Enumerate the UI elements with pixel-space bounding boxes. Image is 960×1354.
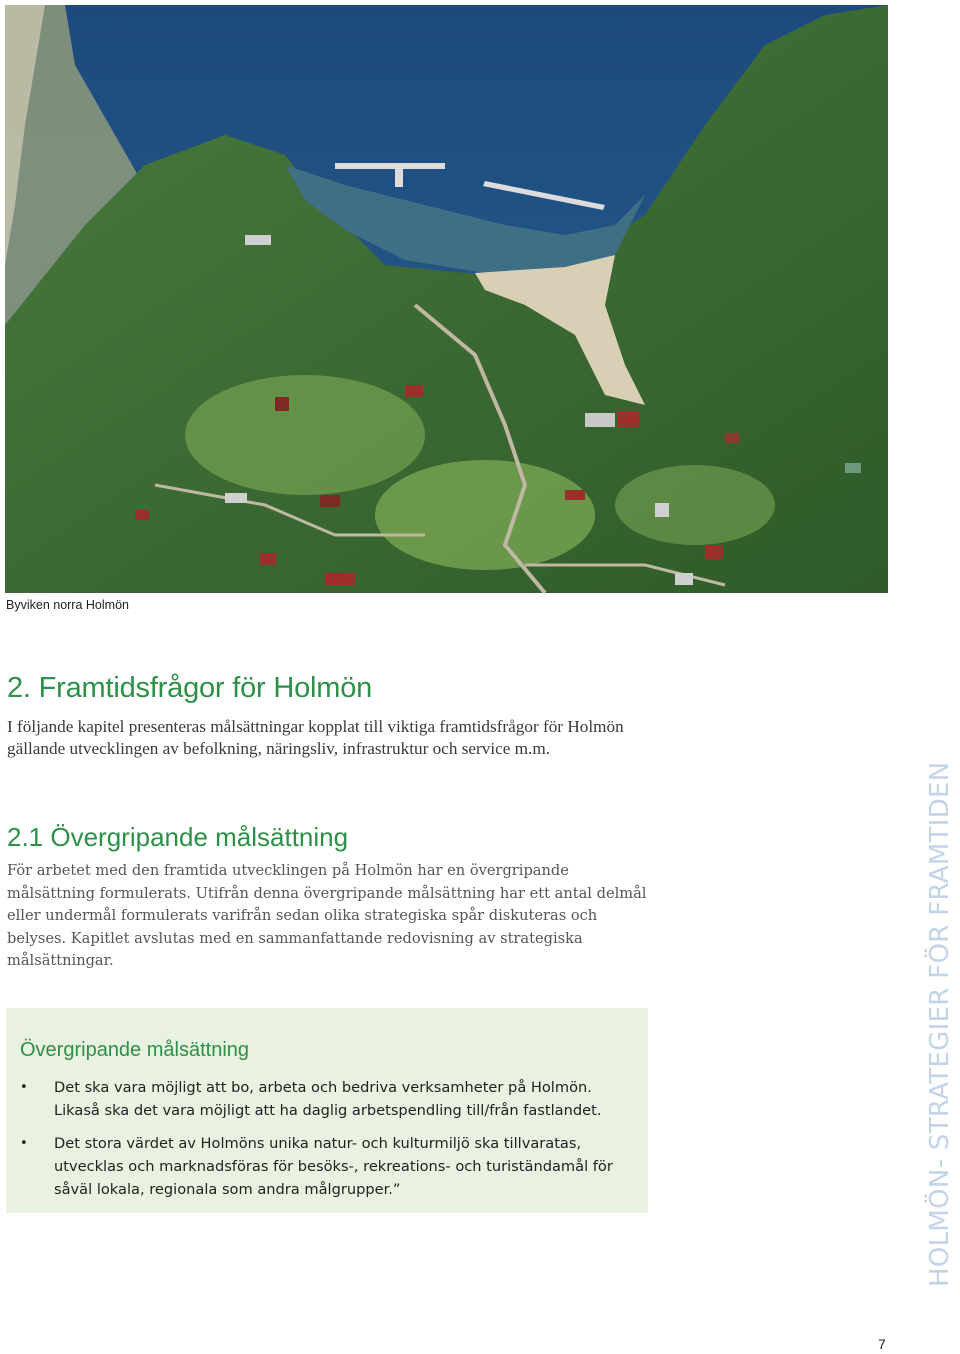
vertical-running-title: HOLMÖN- STRATEGIER FÖR FRAMTIDEN xyxy=(925,761,955,1287)
callout-bullet-item xyxy=(20,1076,640,1122)
subsection-body: För arbetet med den framtida utvecklingen på Holmön har en övergripande målsättning formulerats. Utifrån denna övergripande målsättning har ett antal delmål eller undermål formulerats varifrån sedan olika strategiska spår diskuteras och belyses. Kapitlet avslutas med en sammanfattande redovisning av strategiska målsättningar. xyxy=(7,862,647,970)
bullet-icon: • xyxy=(20,1136,28,1151)
callout-title: Övergripande målsättning xyxy=(20,1039,250,1061)
callout-bullet-list xyxy=(20,1076,640,1211)
goal-callout-box xyxy=(6,1008,648,1213)
subsection-title: 2.1 Övergripande målsättning xyxy=(7,822,349,852)
photo-caption: Byviken norra Holmön xyxy=(6,598,129,612)
callout-bullet-item xyxy=(20,1132,640,1201)
page-number: 7 xyxy=(878,1336,886,1352)
callout-bullet-text: Det ska vara möjligt att bo, arbeta och bedriva verksamheter på Holmön. Likaså ska det vara möjligt att ha daglig arbetspendling till/från fastlandet. xyxy=(54,1079,602,1119)
callout-bullet-text: Det stora värdet av Holmöns unika natur- och kulturmiljö ska tillvaratas, utvecklas och marknadsföras för besöks-, rekreations- och turiständamål för såväl lokala, regionala som andra målgrupper.” xyxy=(54,1135,613,1198)
bullet-icon: • xyxy=(20,1080,28,1095)
aerial-photo xyxy=(5,5,888,593)
section-title: 2. Framtidsfrågor för Holmön xyxy=(7,672,373,704)
section-intro: I följande kapitel presenteras målsättningar kopplat till viktiga framtidsfrågor för Holmön gällande utvecklingen av befolkning, näringsliv, infrastruktur och service m.m. xyxy=(7,717,624,758)
